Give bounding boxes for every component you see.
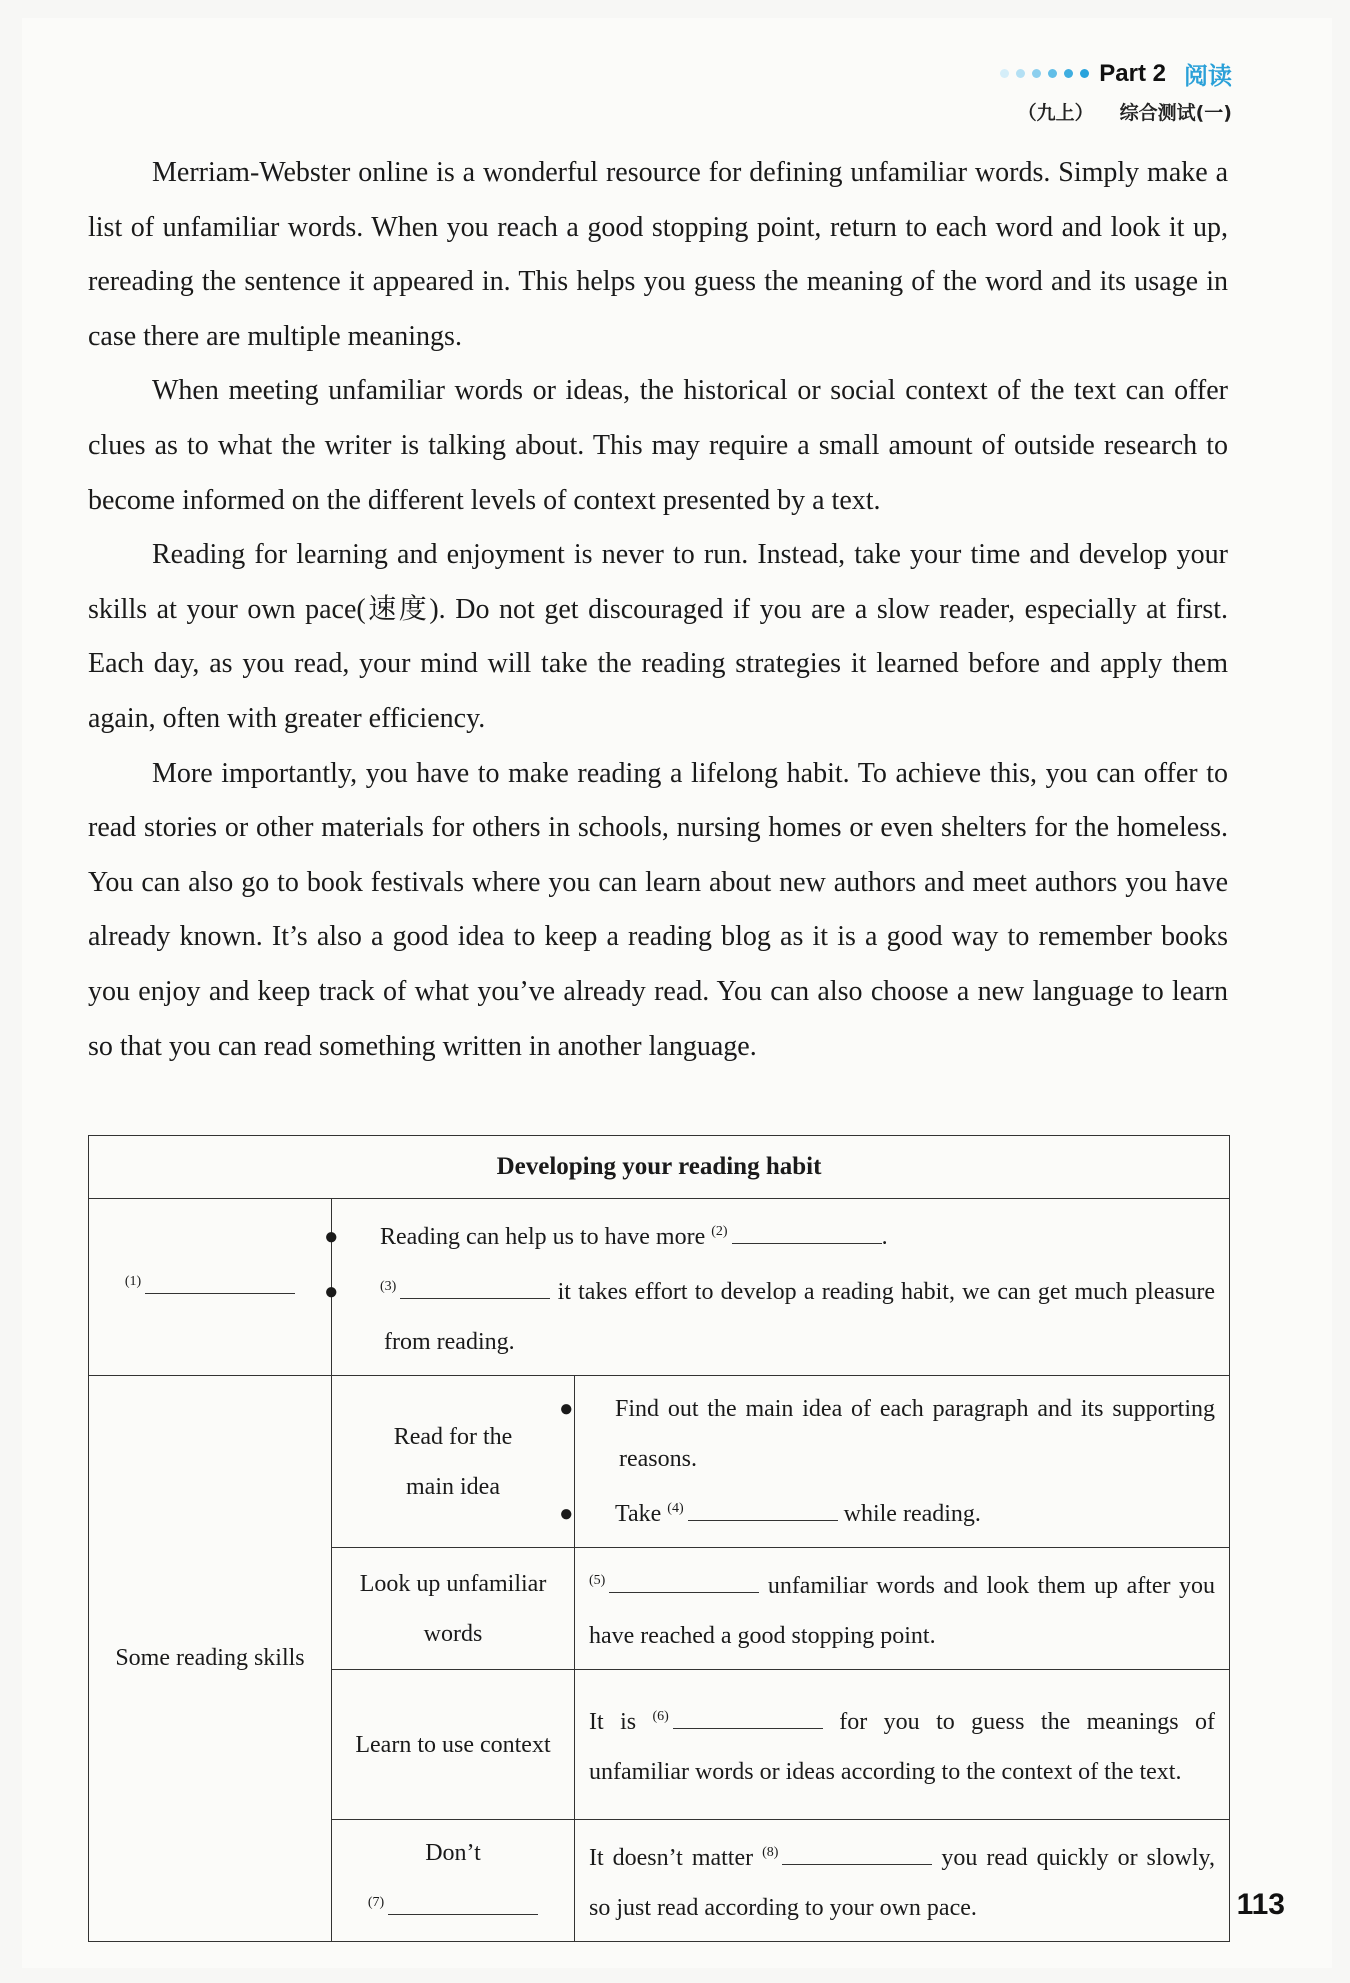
answer-blank-2[interactable] bbox=[732, 1223, 882, 1244]
look-up-label: Look up unfamiliar words bbox=[332, 1548, 575, 1670]
list-item: ● $^{(3)}$ it takes effort to develop a reading habit, we can get much pleasure from reading. bbox=[354, 1262, 1215, 1367]
answer-blank-8[interactable] bbox=[782, 1844, 932, 1865]
answer-blank-6[interactable] bbox=[673, 1708, 823, 1729]
paragraph: When meeting unfamiliar words or ideas, the historical or social context of the text can offer clues as to what the writer is talking about. This may require a small amount of outside research to become informed on the different levels of context presented by a text. bbox=[88, 375, 1228, 516]
list-item: ● Take $^{(4)}$ while reading. bbox=[589, 1484, 1215, 1539]
bullet-icon: ● bbox=[324, 1224, 339, 1250]
test-label: 综合测试(一) bbox=[1119, 102, 1232, 124]
paragraph: Reading for learning and enjoyment is never to run. Instead, take your time and develop your skills at your own pace(速度). Do not get discouraged if you are a slow reader, especially at first. Each day, as you read, your mind will take the reading strategies it learned before and apply them again, often with greater efficiency. bbox=[88, 539, 1228, 734]
reading-passage bbox=[88, 146, 1228, 1074]
dont-cell: Don’t $^{(7)}$ bbox=[332, 1820, 575, 1942]
benefits-cell bbox=[324, 1199, 1230, 1376]
bullet-icon: ● bbox=[559, 1501, 574, 1527]
dont-text-cell: It doesn’t matter $^{(8)}$ you read quickly or slowly, so just read according to your own pace. bbox=[575, 1820, 1230, 1942]
table-title: Developing your reading habit bbox=[89, 1136, 1230, 1199]
paragraph: More importantly, you have to make reading a lifelong habit. To achieve this, you can offer to read stories or other materials for others in schools, nursing homes or even shelters for the homeless. You can also go to book festivals where you can learn about new authors and meet authors you have already known. It’s also a good idea to keep a reading blog as it is a good way to remember books you enjoy and keep track of what you’ve already read. You can also choose a new language to learn so that you can read something written in another language. bbox=[88, 757, 1228, 1062]
page-number: 113 bbox=[1236, 1888, 1285, 1921]
answer-blank-3[interactable] bbox=[400, 1278, 550, 1299]
blank-1-cell bbox=[89, 1199, 332, 1376]
header-top bbox=[1000, 56, 1232, 91]
decorative-dots-icon bbox=[1000, 69, 1089, 78]
list-item: ● Reading can help us to have more $^{(2)}$ . bbox=[354, 1207, 1215, 1262]
section-label: 阅读 bbox=[1184, 62, 1232, 90]
blank-number: (1) bbox=[124, 1274, 142, 1289]
list-item: ● Find out the main idea of each paragraph and its supporting reasons. bbox=[589, 1384, 1215, 1484]
bullet-icon: ● bbox=[559, 1396, 574, 1422]
context-label: Learn to use context bbox=[332, 1670, 575, 1820]
part-label: Part 2 bbox=[1099, 59, 1166, 87]
answer-blank-4[interactable] bbox=[688, 1500, 838, 1521]
skills-label: Some reading skills bbox=[89, 1376, 332, 1942]
answer-blank-5[interactable] bbox=[609, 1572, 759, 1593]
reading-habit-table bbox=[88, 1135, 1230, 1942]
bullet-icon: ● bbox=[324, 1279, 339, 1305]
header-subtitle bbox=[1018, 98, 1232, 125]
main-idea-label: Read for the main idea bbox=[332, 1376, 575, 1548]
answer-blank-7[interactable] bbox=[388, 1894, 538, 1915]
grade-label: （九上） bbox=[1017, 102, 1094, 124]
main-idea-cell bbox=[559, 1376, 1230, 1548]
paragraph: Merriam-Webster online is a wonderful resource for defining unfamiliar words. Simply make a list of unfamiliar words. When you reach a good stopping point, return to each word and look it up, rereading the sentence it appeared in. This helps you guess the meaning of the word and its usage in case there are multiple meanings. bbox=[88, 157, 1228, 352]
answer-blank-1[interactable] bbox=[145, 1273, 295, 1294]
dont-label: Don’t bbox=[425, 1840, 481, 1866]
context-cell: It is $^{(6)}$ for you to guess the meanings of unfamiliar words or ideas according to the context of the text. bbox=[575, 1670, 1230, 1820]
look-up-cell: $^{(5)}$ unfamiliar words and look them up after you have reached a good stopping point. bbox=[575, 1548, 1230, 1670]
